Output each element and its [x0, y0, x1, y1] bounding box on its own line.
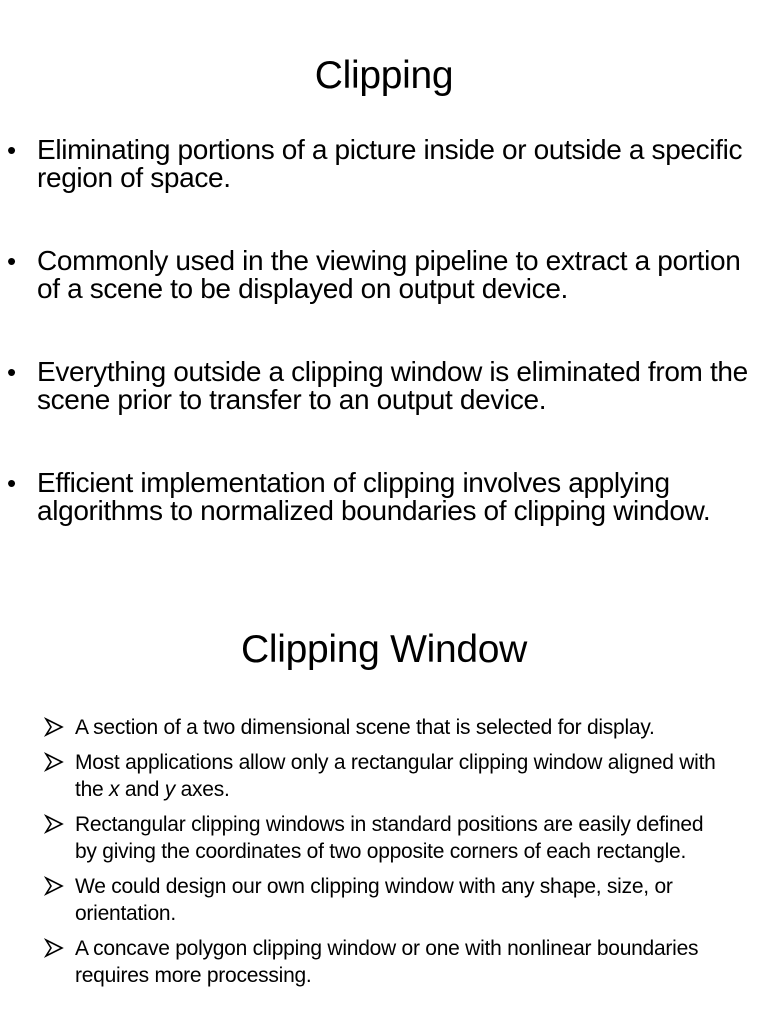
bullet-dot-icon: • [7, 246, 16, 276]
item-text-part: Most applications allow only a rectangular clipping window aligned with the [75, 750, 716, 801]
item-text: Rectangular clipping windows in standard positions are easily defined by giving the coordinates of two opposite corners of each rectangle. [75, 812, 704, 863]
arrowhead-bullet-icon [44, 876, 64, 896]
item-text: We could design our own clipping window with any shape, size, or orientation. [75, 874, 673, 925]
list-item [0, 749, 768, 804]
list-item [0, 469, 768, 525]
arrow-bullet-list [0, 714, 768, 997]
bullet-dot-icon: • [7, 357, 16, 387]
slide-title: Clipping Window [241, 628, 527, 671]
list-item [0, 873, 768, 928]
item-text: A section of a two dimensional scene that is selected for display. [75, 716, 655, 739]
axis-y-label: y [164, 778, 175, 801]
list-item [0, 136, 768, 192]
bullet-text: Efficient implementation of clipping involves applying algorithms to normalized boundaries of clipping window. [37, 467, 711, 526]
list-item [0, 358, 768, 414]
bullet-dot-icon: • [7, 135, 16, 165]
bullet-text: Commonly used in the viewing pipeline to extract a portion of a scene to be displayed on output device. [37, 245, 741, 304]
list-item [0, 247, 768, 303]
item-text-part: axes. [175, 778, 230, 801]
slide-title: Clipping [314, 54, 454, 97]
list-item [0, 811, 768, 866]
axis-x-label: x [109, 778, 120, 801]
arrowhead-bullet-icon [44, 717, 64, 737]
bullet-dot-icon: • [7, 468, 16, 498]
arrowhead-bullet-icon [44, 752, 64, 772]
list-item [0, 935, 768, 990]
item-text [75, 751, 716, 802]
item-text: A concave polygon clipping window or one with nonlinear boundaries requires more processing. [75, 936, 699, 987]
bullet-list [0, 136, 768, 580]
item-text-part: and [119, 778, 165, 801]
arrowhead-bullet-icon [44, 938, 64, 958]
bullet-text: Everything outside a clipping window is eliminated from the scene prior to transfer to an output device. [37, 356, 748, 415]
list-item [0, 714, 768, 742]
arrowhead-bullet-icon [44, 814, 64, 834]
bullet-text: Eliminating portions of a picture inside or outside a specific region of space. [37, 134, 743, 193]
